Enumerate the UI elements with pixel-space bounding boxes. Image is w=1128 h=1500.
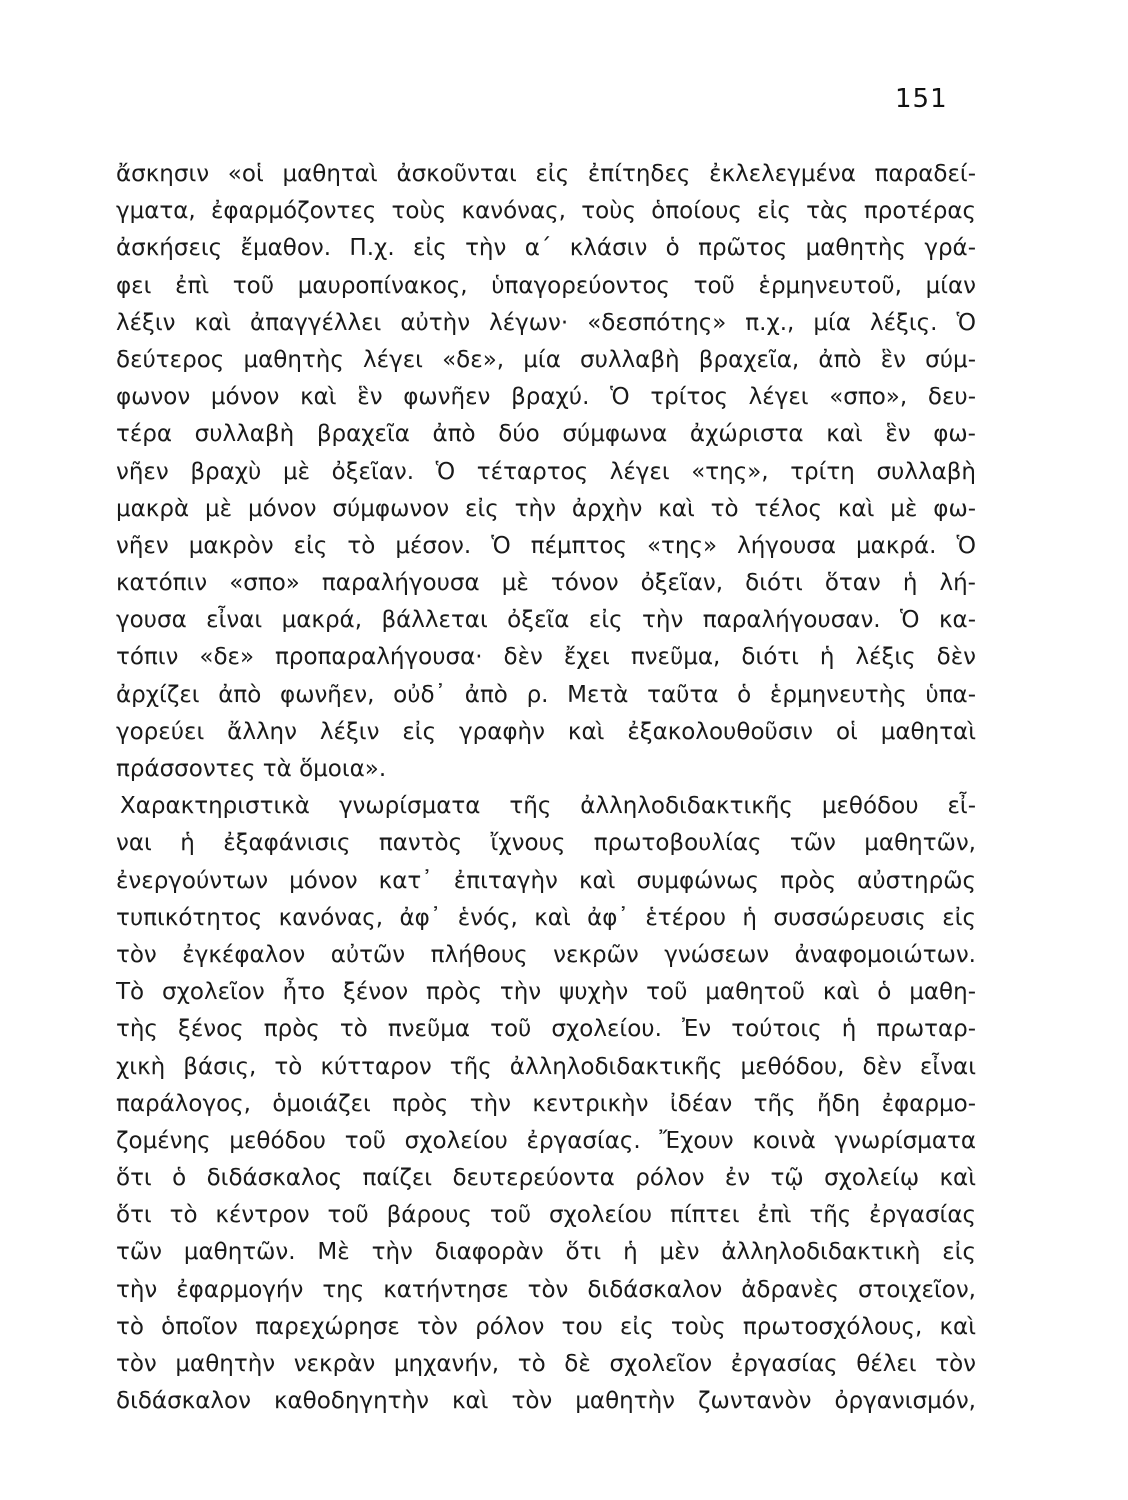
text-line: τὸν μαθητὴν νεκρὰν μηχανήν, τὸ δὲ σχολεῖον ἐργασίας θέλει τὸν — [116, 1351, 976, 1377]
text-line: τὸν ἐγκέφαλον αὐτῶν πλήθους νεκρῶν γνώσεων ἀναφομοιώτων. — [116, 941, 976, 968]
text-line: διδάσκαλον καθοδηγητὴν καὶ τὸν μαθητὴν ζωντανὸν ὀργανισμόν, — [116, 1388, 976, 1415]
paragraph-1 — [116, 156, 976, 788]
text-line: τέρα συλλαβὴ βραχεῖα ἀπὸ δύο σύμφωνα ἀχώριστα καὶ ἓν φω- — [116, 421, 976, 448]
text-line: ὅτι τὸ κέντρον τοῦ βάρους τοῦ σχολείου πίπτει ἐπὶ τῆς ἐργασίας — [116, 1202, 976, 1229]
text-line: κατόπιν «σπο» παραλήγουσα μὲ τόνον ὀξεῖαν, διότι ὅταν ἡ λή- — [116, 570, 976, 597]
text-line: τὴν ἐφαρμογήν της κατήντησε τὸν διδάσκαλον ἀδρανὲς στοιχεῖον, — [116, 1276, 976, 1303]
text-line: τόπιν «δε» προπαραλήγουσα· δὲν ἔχει πνεῦμα, διότι ἡ λέξις δὲν — [116, 644, 976, 671]
text-line: μακρὰ μὲ μόνον σύμφωνον εἰς τὴν ἀρχὴν καὶ τὸ τέλος καὶ μὲ φω- — [116, 495, 976, 522]
text-line: φει ἐπὶ τοῦ μαυροπίνακος, ὑπαγορεύοντος τοῦ ἑρμηνευτοῦ, μίαν — [116, 272, 976, 299]
page-number: 151 — [895, 84, 948, 114]
text-line: Χαρακτηριστικὰ γνωρίσματα τῆς ἀλληλοδιδακτικῆς μεθόδου εἶ- — [120, 793, 976, 820]
text-line: γουσα εἶναι μακρά, βάλλεται ὀξεῖα εἰς τὴν παραλήγουσαν. Ὁ κα- — [116, 607, 976, 634]
text-line: γορεύει ἄλλην λέξιν εἰς γραφὴν καὶ ἐξακολουθοῦσιν οἱ μαθηταὶ — [116, 718, 976, 745]
text-line: ἀρχίζει ἀπὸ φωνῆεν, οὐδ᾽ ἀπὸ ρ. Μετὰ ταῦτα ὁ ἑρμηνευτὴς ὑπα- — [116, 681, 976, 708]
text-line: χικὴ βάσις, τὸ κύτταρον τῆς ἀλληλοδιδακτικῆς μεθόδου, δὲν εἶναι — [116, 1053, 976, 1080]
text-line: ἐνεργούντων μόνον κατ᾽ ἐπιταγὴν καὶ συμφώνως πρὸς αὐστηρῶς — [116, 867, 976, 894]
text-line: τὴς ξένος πρὸς τὸ πνεῦμα τοῦ σχολείου. Ἐν τούτοις ἡ πρωταρ- — [116, 1016, 976, 1043]
text-line: νῆεν μακρὸν εἰς τὸ μέσον. Ὁ πέμπτος «της» λήγουσα μακρά. Ὁ — [116, 532, 976, 559]
paragraph-2 — [116, 788, 976, 1420]
text-line: δεύτερος μαθητὴς λέγει «δε», μία συλλαβὴ βραχεῖα, ἀπὸ ἓν σύμ- — [116, 346, 976, 373]
text-line: τῶν μαθητῶν. Μὲ τὴν διαφορὰν ὅτι ἡ μὲν ἀλληλοδιδακτικὴ εἰς — [116, 1239, 976, 1266]
text-line: λέξιν καὶ ἀπαγγέλλει αὐτὴν λέγων· «δεσπότης» π.χ., μία λέξις. Ὁ — [116, 309, 976, 336]
text-line: γματα, ἐφαρμόζοντες τοὺς κανόνας, τοὺς ὁποίους εἰς τὰς προτέρας — [116, 198, 976, 225]
body-text — [116, 156, 976, 1420]
text-line: Τὸ σχολεῖον ἦτο ξένον πρὸς τὴν ψυχὴν τοῦ μαθητοῦ καὶ ὁ μαθη- — [116, 979, 976, 1006]
text-line: παράλογος, ὁμοιάζει πρὸς τὴν κεντρικὴν ἰδέαν τῆς ἤδη ἐφαρμο- — [116, 1090, 976, 1117]
text-line: νῆεν βραχὺ μὲ ὀξεῖαν. Ὁ τέταρτος λέγει «της», τρίτη συλλαβὴ — [116, 458, 976, 485]
text-line: ζομένης μεθόδου τοῦ σχολείου ἐργασίας. Ἔχουν κοινὰ γνωρίσματα — [116, 1127, 976, 1154]
text-line: ναι ἡ ἐξαφάνισις παντὸς ἴχνους πρωτοβουλίας τῶν μαθητῶν, — [116, 830, 976, 857]
text-line: τὸ ὁποῖον παρεχώρησε τὸν ρόλον του εἰς τοὺς πρωτοσχόλους, καὶ — [116, 1313, 976, 1340]
text-line: ἄσκησιν «οἱ μαθηταὶ ἀσκοῦνται εἰς ἐπίτηδες ἐκλελεγμένα παραδεί- — [116, 161, 976, 187]
text-line: τυπικότητος κανόνας, ἀφ᾽ ἑνός, καὶ ἀφ᾽ ἑτέρου ἡ συσσώρευσις εἰς — [116, 904, 976, 931]
text-line: πράσσοντες τὰ ὅμοια». — [116, 756, 387, 782]
text-line: ὅτι ὁ διδάσκαλος παίζει δευτερεύοντα ρόλον ἐν τῷ σχολείῳ καὶ — [116, 1165, 976, 1192]
text-line: φωνον μόνον καὶ ἓν φωνῆεν βραχύ. Ὁ τρίτος λέγει «σπο», δευ- — [116, 384, 976, 411]
text-line: ἀσκήσεις ἔμαθον. Π.χ. εἰς τὴν α΄ κλάσιν ὁ πρῶτος μαθητὴς γρά- — [116, 235, 976, 262]
